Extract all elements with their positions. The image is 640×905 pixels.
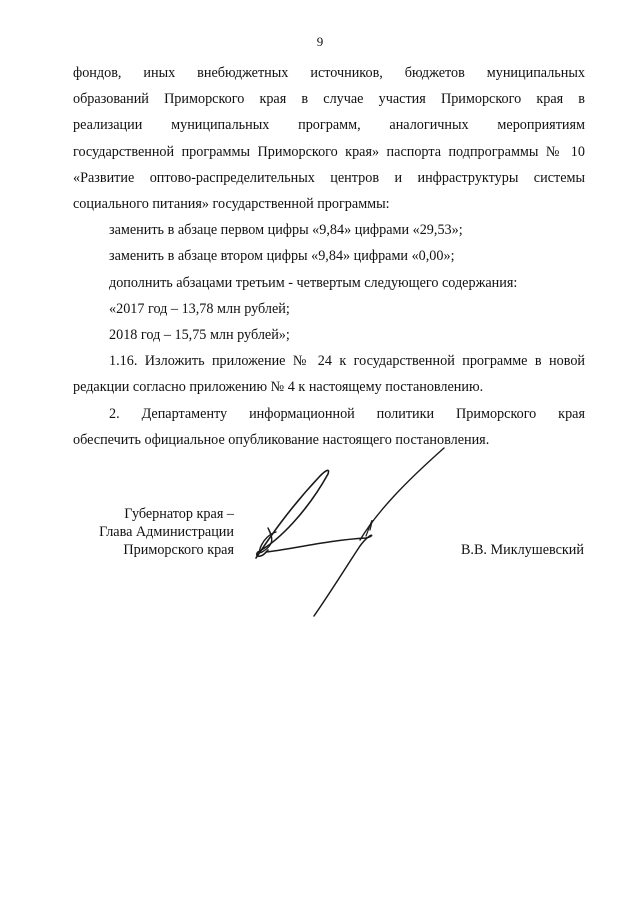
- amendment-line: дополнить абзацами третьим - четвертым следующего содержания:: [109, 274, 518, 291]
- text-line: фондов, иных внебюджетных источников, бюджетов муниципальных: [73, 65, 585, 81]
- signer-name: В.В. Миклушевский: [460, 542, 584, 558]
- amendment-line: «2017 год – 13,78 млн рублей;: [109, 300, 290, 317]
- amendments-list: [73, 217, 585, 348]
- text-line: 2. Департаменту информационной политики Приморского края: [109, 405, 585, 422]
- continuation-paragraph: [73, 60, 585, 217]
- signatory-title-line: Приморского края: [123, 541, 234, 558]
- text-line: обеспечить официальное опубликование настоящего постановления.: [73, 431, 490, 448]
- text-line: редакции согласно приложению № 4 к настоящему постановлению.: [73, 379, 484, 396]
- signatory-title: [74, 506, 234, 559]
- text-line: государственной программы Приморского края» паспорта подпрограммы № 10: [73, 143, 585, 160]
- clause-1-16: [73, 348, 585, 374]
- amendment-line: заменить в абзаце первом цифры «9,84» цифрами «29,53»;: [109, 222, 463, 239]
- text-line: реализации муниципальных программ, аналогичных мероприятиям: [73, 117, 585, 134]
- signatory-title-line: Губернатор края –: [124, 506, 234, 522]
- text-line: «Развитие оптово-распределительных центров и инфраструктуры системы: [73, 169, 585, 186]
- handwritten-signature: [248, 440, 458, 630]
- clause-1-16-continued: [73, 374, 585, 400]
- clause-2: [73, 401, 585, 427]
- page-number: 9: [316, 34, 324, 49]
- text-line: социального питания» государственной программы:: [73, 196, 390, 213]
- document-body: [73, 60, 585, 453]
- amendment-line: заменить в абзаце втором цифры «9,84» цифрами «0,00»;: [109, 248, 455, 265]
- amendment-line: 2018 год – 15,75 млн рублей»;: [109, 327, 290, 344]
- text-line: образований Приморского края в случае участия Приморского края в: [73, 91, 585, 108]
- text-line: 1.16. Изложить приложение № 24 к государственной программе в новой: [109, 353, 585, 370]
- signatory-title-line: Глава Администрации: [99, 523, 234, 540]
